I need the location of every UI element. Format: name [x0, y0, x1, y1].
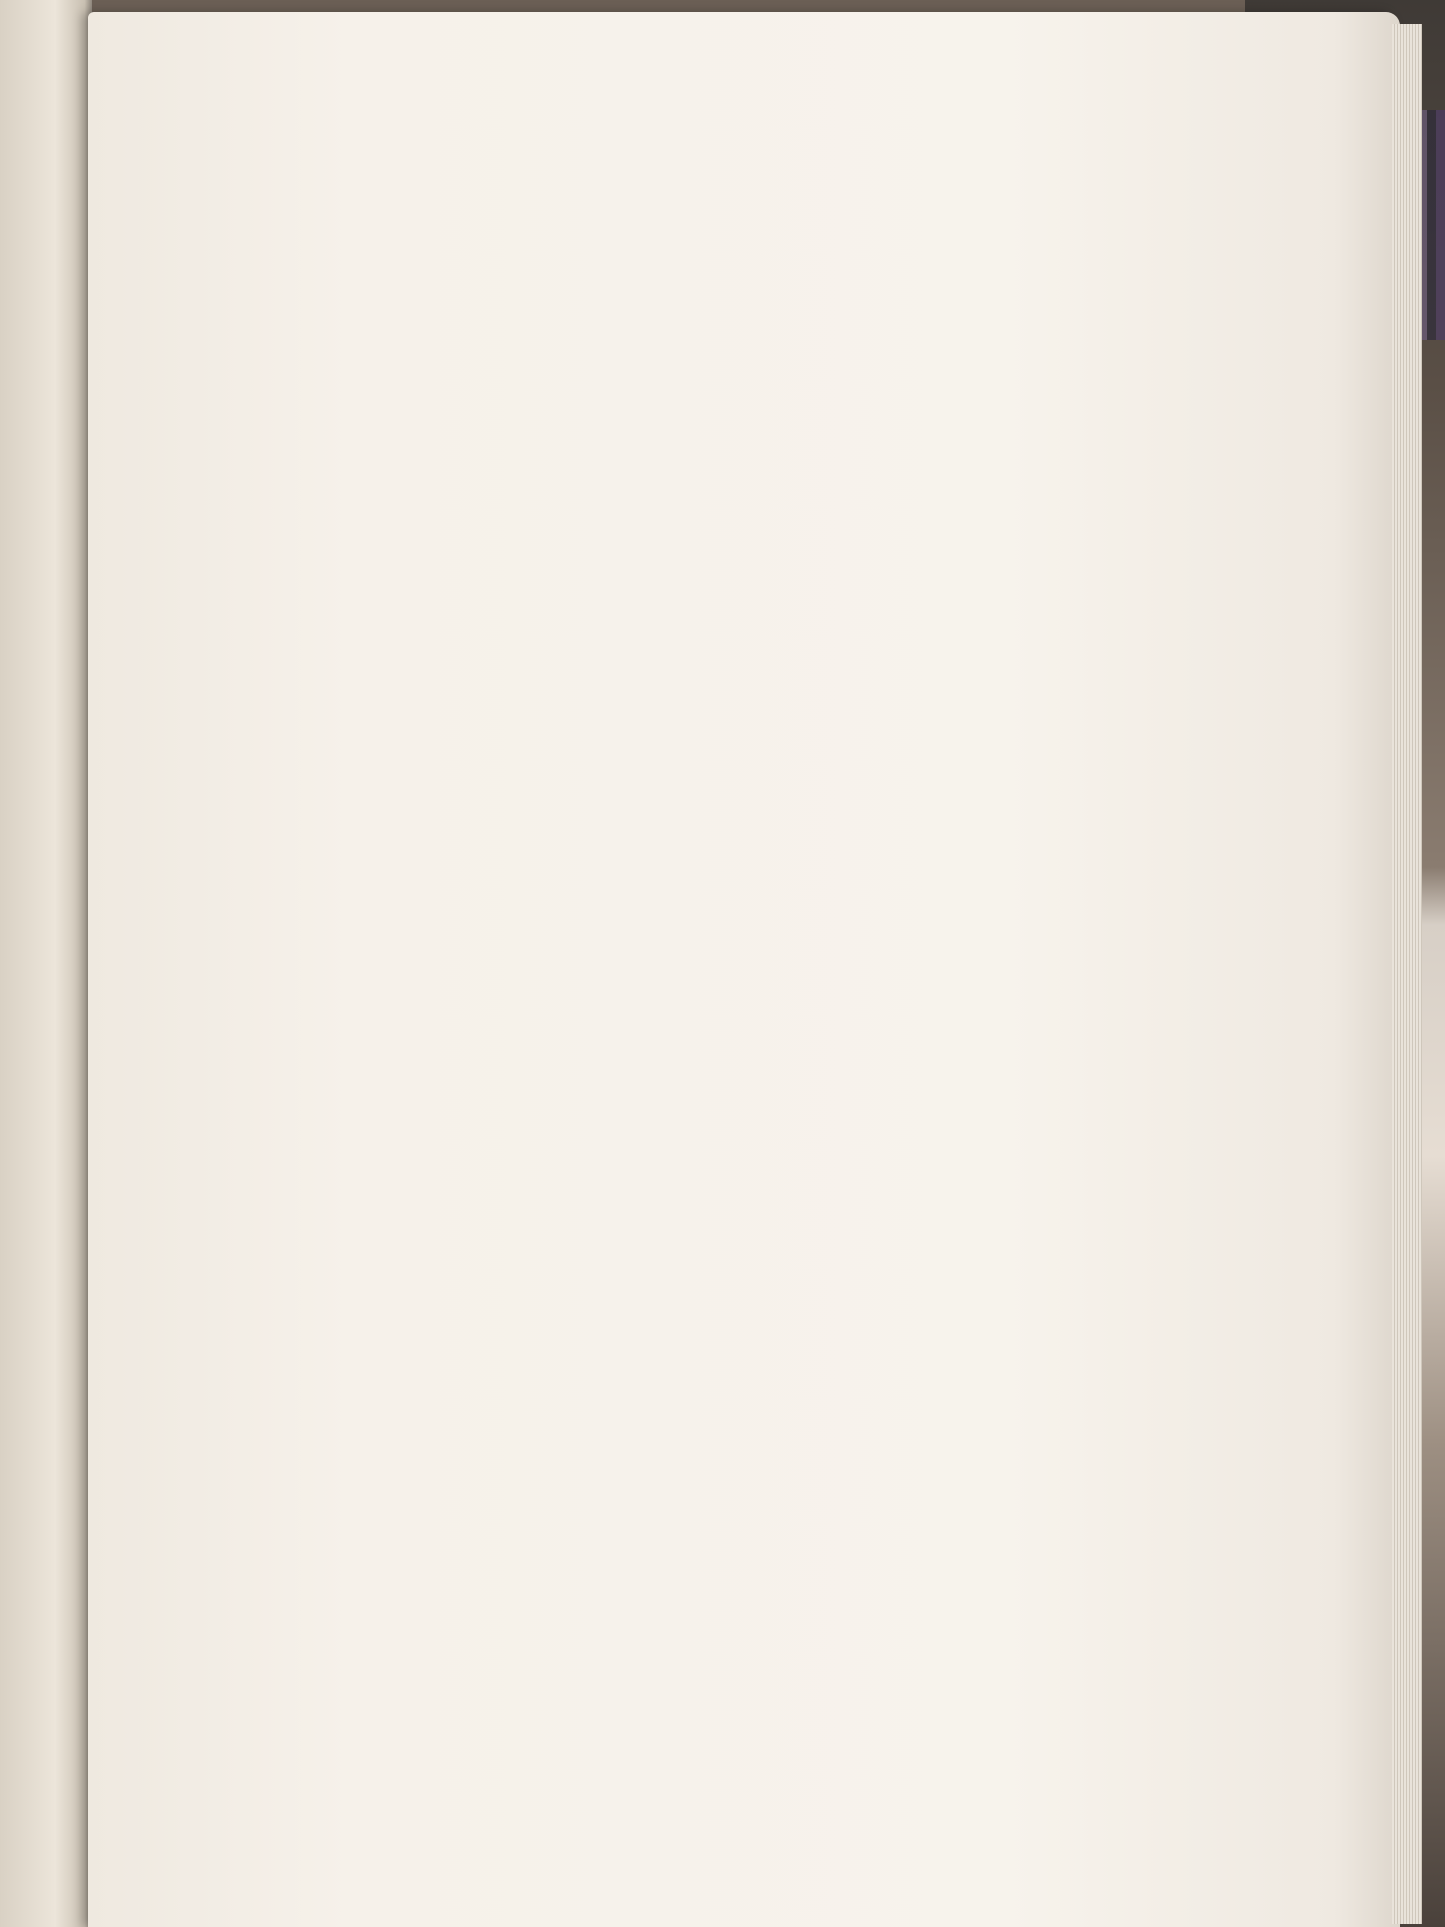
page-stack-edge: [1392, 24, 1422, 1924]
book-page: [88, 12, 1400, 1927]
left-page-edge: [0, 0, 92, 1927]
